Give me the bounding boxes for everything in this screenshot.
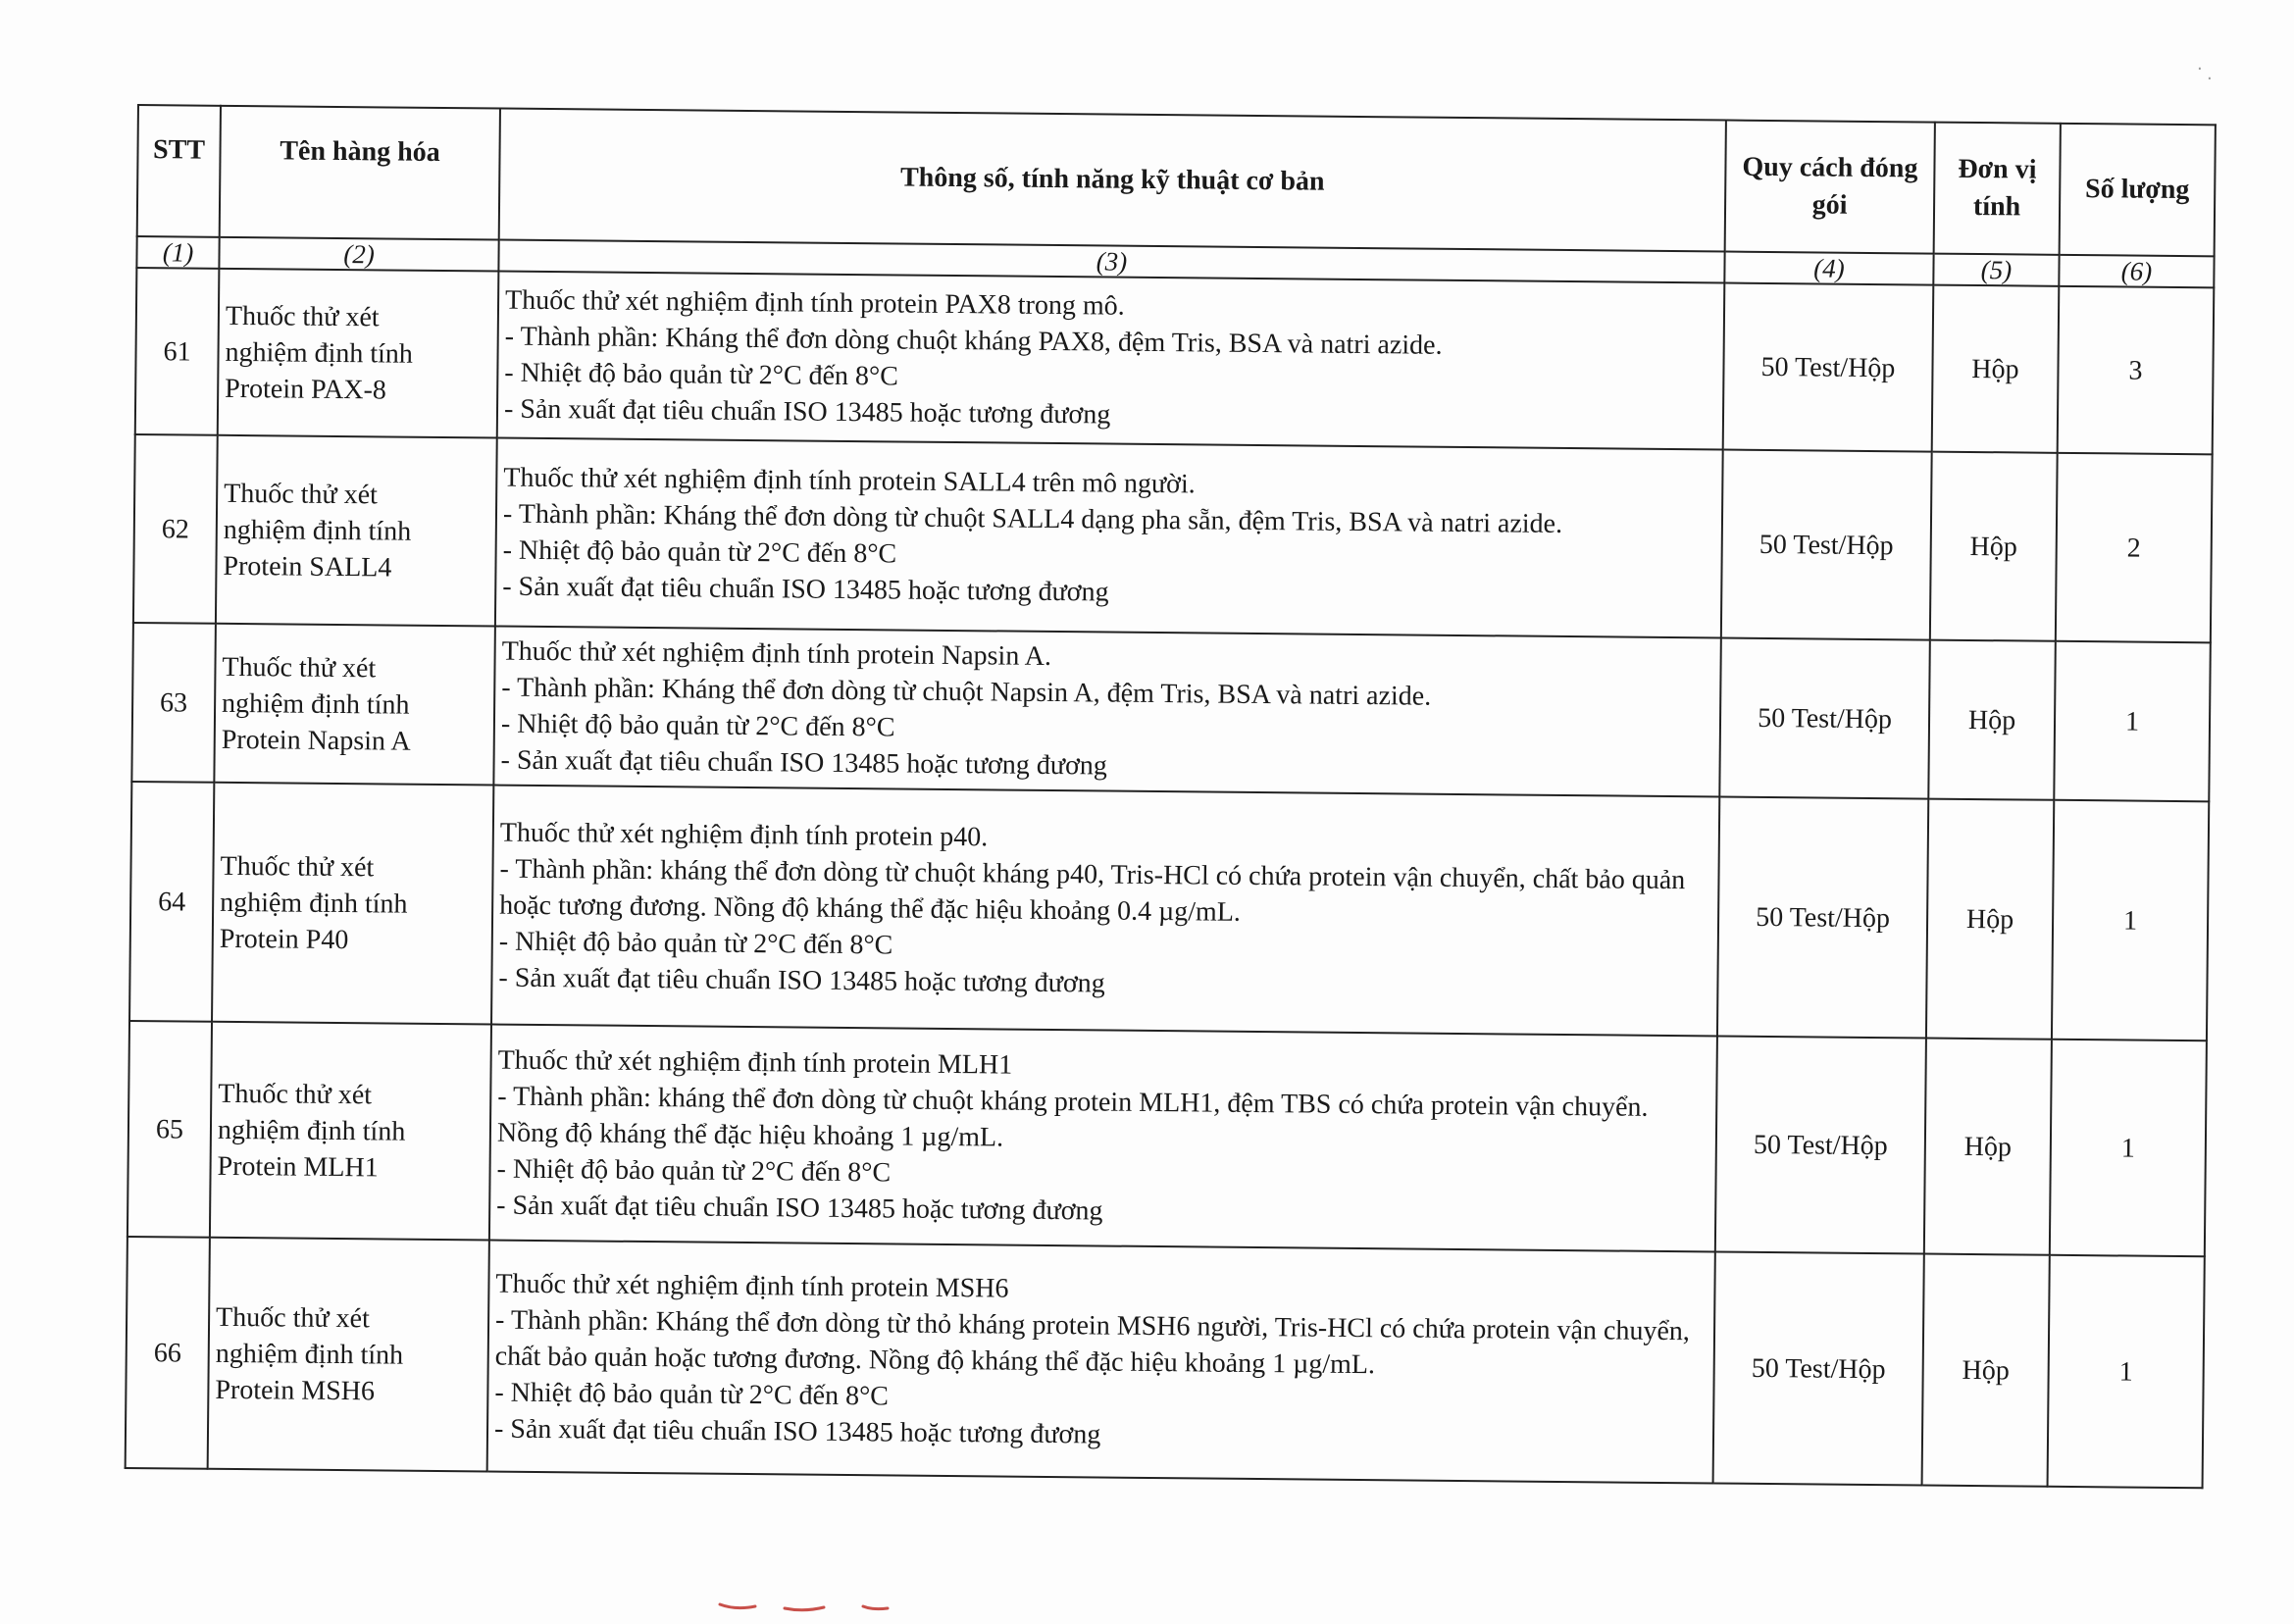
spec-line: Thuốc thử xét nghiệm định tính protein MSH6 [495, 1268, 1009, 1304]
product-name-line: Thuốc thử xét [222, 651, 377, 684]
product-name-line: Thuốc thử xét [225, 300, 380, 332]
row-specification [491, 786, 1719, 1037]
row-product-name [214, 624, 495, 786]
spec-line: - Nhiệt độ bảo quản từ 2°C đến 8°C [494, 1377, 890, 1411]
row-product-name [218, 269, 499, 438]
product-name-line: nghiệm định tính [217, 1114, 406, 1147]
header-spec: Thông số, tính năng kỹ thuật cơ bản [499, 109, 1726, 252]
row-unit: Hộp [1922, 1254, 2050, 1487]
product-name-line: Protein SALL4 [223, 550, 392, 584]
header-row [137, 105, 2216, 256]
row-quantity: 1 [2050, 1040, 2207, 1257]
product-name-line: nghiệm định tính [221, 687, 410, 721]
red-ink-mark [716, 1599, 912, 1614]
header-name: Tên hàng hóa [220, 106, 500, 240]
row-unit: Hộp [1930, 452, 2058, 641]
product-name-line: nghiệm định tính [220, 887, 408, 920]
row-product-name [208, 1238, 489, 1472]
spec-line: - Thành phần: kháng thể đơn dòng từ chuột kháng protein MLH1, đệm TBS có chứa protein vận chuyển. Nồng độ kháng thể đặc hiệu khoảng 1 µg/mL. [496, 1081, 1656, 1153]
spec-line: - Thành phần: Kháng thể đơn dòng từ thỏ kháng protein MSH6 người, Tris-HCl có chứa protein vận chuyển, chất bảo quản hoặc tương đương. Nồng độ kháng thể đặc hiệu khoảng 1 µg/mL. [494, 1304, 1698, 1380]
row-packaging: 50 Test/Hộp [1715, 1037, 1926, 1254]
header-stt: STT [137, 105, 221, 237]
product-name-line: Protein MSH6 [215, 1374, 376, 1406]
row-stt: 63 [131, 623, 216, 783]
spec-line: - Nhiệt độ bảo quản từ 2°C đến 8°C [504, 357, 899, 392]
row-product-name [210, 1022, 491, 1241]
spec-line: - Nhiệt độ bảo quản từ 2°C đến 8°C [502, 534, 897, 570]
row-specification [497, 272, 1725, 450]
spec-line: - Nhiệt độ bảo quản từ 2°C đến 8°C [498, 926, 893, 960]
column-number: (3) [498, 240, 1724, 283]
column-number: (1) [136, 236, 219, 269]
product-name-line: Protein Napsin A [221, 724, 411, 757]
header-qty: Số lượng [2060, 124, 2216, 257]
product-name-line: Thuốc thử xét [218, 1078, 373, 1110]
scan-speck: · [2197, 59, 2203, 79]
scan-speck: · [2207, 69, 2213, 89]
spec-line: - Thành phần: Kháng thể đơn dòng từ chuột Napsin A, đệm Tris, BSA và natri azide. [501, 672, 1432, 712]
row-specification [487, 1240, 1715, 1483]
spec-line: - Sản xuất đạt tiêu chuẩn ISO 13485 hoặc tương đương [500, 744, 1108, 782]
column-number: (6) [2059, 255, 2214, 288]
spec-line: - Thành phần: Kháng thể đơn dòng chuột kháng PAX8, đệm Tris, BSA và natri azide. [504, 321, 1443, 361]
spec-line: Thuốc thử xét nghiệm định tính protein SALL4 trên mô người. [503, 462, 1196, 500]
row-specification [495, 438, 1723, 638]
product-name-line: Thuốc thử xét [215, 1301, 370, 1334]
spec-table-wrapper [125, 104, 2215, 1489]
spec-line: - Sản xuất đạt tiêu chuẩn ISO 13485 hoặc tương đương [493, 1413, 1101, 1449]
product-name-line: Protein PAX-8 [225, 373, 387, 405]
spec-line: Thuốc thử xét nghiệm định tính protein PAX8 trong mô. [504, 284, 1125, 322]
table-row [135, 268, 2215, 454]
row-quantity: 1 [2052, 800, 2209, 1041]
row-quantity: 3 [2058, 286, 2215, 455]
spec-line: - Nhiệt độ bảo quản từ 2°C đến 8°C [500, 708, 895, 743]
column-number: (5) [1933, 254, 2059, 286]
row-quantity: 1 [2048, 1255, 2205, 1489]
row-unit: Hộp [1924, 1039, 2052, 1255]
row-product-name [216, 435, 497, 627]
product-name-line: nghiệm định tính [225, 336, 414, 370]
product-name-line: Thuốc thử xét [224, 478, 379, 510]
row-quantity: 2 [2056, 453, 2213, 643]
row-stt: 65 [127, 1021, 212, 1238]
spec-line: - Sản xuất đạt tiêu chuẩn ISO 13485 hoặc tương đương [496, 1190, 1103, 1227]
spec-line: - Sản xuất đạt tiêu chuẩn ISO 13485 hoặc tương đương [502, 571, 1109, 608]
row-product-name [212, 783, 493, 1025]
row-unit: Hộp [1926, 799, 2054, 1040]
spec-line: Thuốc thử xét nghiệm định tính protein MLH1 [497, 1044, 1013, 1081]
row-packaging: 50 Test/Hộp [1717, 797, 1928, 1039]
row-stt: 62 [133, 434, 218, 624]
product-name-line: nghiệm định tính [223, 514, 412, 547]
row-unit: Hộp [1932, 285, 2060, 453]
header-unit: Đơn vị tính [1934, 123, 2061, 255]
product-name-line: Protein P40 [219, 923, 349, 955]
row-stt: 61 [135, 268, 220, 435]
row-unit: Hộp [1928, 640, 2056, 800]
spec-line: - Thành phần: Kháng thể đơn dòng từ chuột SALL4 dạng pha sẵn, đệm Tris, BSA và natri azide. [502, 498, 1563, 539]
spec-line: - Sản xuất đạt tiêu chuẩn ISO 13485 hoặc tương đương [503, 393, 1111, 431]
spec-line: - Thành phần: kháng thể đơn dòng từ chuột kháng p40, Tris-HCl có chứa protein vận chuyển, chất bảo quản hoặc tương đương. Nồng độ kháng thể đặc hiệu khoảng 0.4 µg/mL. [499, 853, 1693, 928]
row-specification [489, 1025, 1717, 1252]
spec-table [125, 104, 2217, 1489]
row-packaging: 50 Test/Hộp [1713, 1251, 1924, 1485]
row-packaging: 50 Test/Hộp [1721, 450, 1932, 640]
header-pack: Quy cách đóng gói [1725, 121, 1935, 254]
row-stt: 64 [129, 782, 214, 1022]
row-packaging: 50 Test/Hộp [1719, 638, 1930, 799]
product-name-line: Protein MLH1 [217, 1150, 379, 1183]
table-row [129, 782, 2209, 1040]
column-number: (2) [219, 237, 498, 272]
spec-line: - Nhiệt độ bảo quản từ 2°C đến 8°C [496, 1153, 892, 1188]
product-name-line: Thuốc thử xét [220, 850, 375, 883]
product-name-line: nghiệm định tính [215, 1338, 404, 1371]
row-packaging: 50 Test/Hộp [1723, 283, 1934, 452]
table-row [133, 434, 2213, 642]
table-row [131, 623, 2210, 801]
row-stt: 66 [126, 1237, 210, 1469]
spec-line: - Sản xuất đạt tiêu chuẩn ISO 13485 hoặc tương đương [498, 962, 1105, 999]
table-row [126, 1237, 2205, 1488]
column-number: (4) [1724, 252, 1933, 285]
row-specification [493, 627, 1720, 797]
table-row [127, 1021, 2207, 1256]
spec-line: Thuốc thử xét nghiệm định tính protein p40. [499, 817, 989, 852]
spec-line: Thuốc thử xét nghiệm định tính protein Napsin A. [501, 635, 1052, 672]
row-quantity: 1 [2054, 641, 2211, 802]
